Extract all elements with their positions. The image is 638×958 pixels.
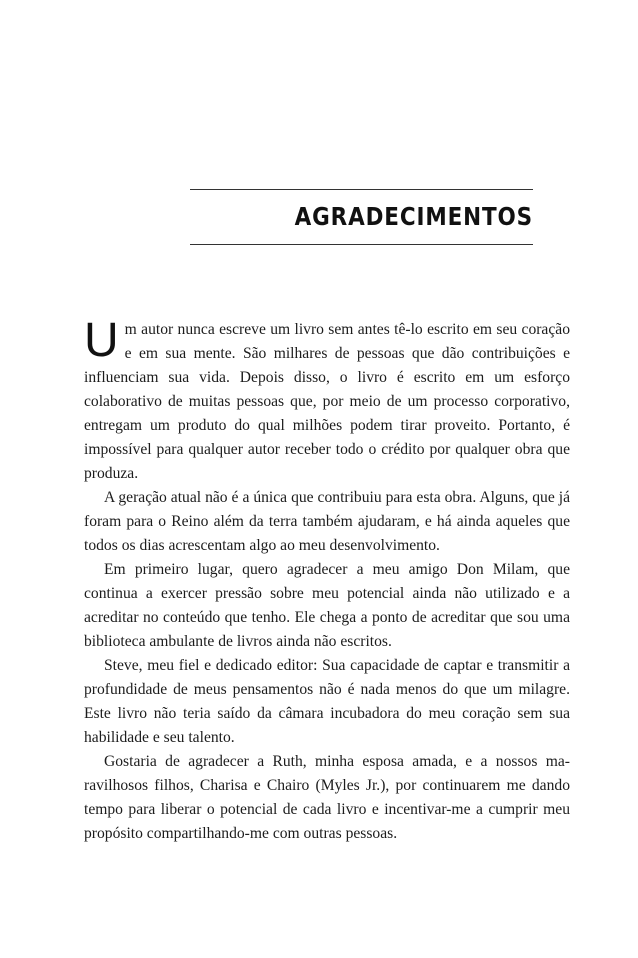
paragraph-3: Em primeiro lugar, quero agradecer a meu amigo Don Milam, que continua a exercer pressão sobre meu potencial ainda não utilizado e a acreditar no conteúdo que tenho. Ele chega a ponto de acreditar que sou uma biblioteca ambulante de livros ainda não escritos. [84, 561, 570, 650]
paragraph-5: Gostaria de agradecer a Ruth, minha esposa amada, e a nossos maravilhosos filhos, Charisa e Chairo (Myles Jr.), por continuarem me dando tempo para liberar o potencial de cada livro e incentivar-me a cumprir meu propósito compartilhando-me com outras pessoas. [84, 753, 570, 842]
chapter-title: AGRADECIMENTOS [294, 202, 533, 231]
paragraph-1-text: m autor nunca escreve um livro sem antes tê-lo escrito em seu coração e em sua mente. São milhares de pessoas que dão contribuições e influenciam sua vida. Depois disso, o livro é escrito em um esforço colaborativo de muitas pessoas que, por meio de um processo corporativo, entregam um produto do qual milhões podem tirar proveito. Portanto, é impossível para qualquer autor receber todo o crédito por qualquer obra que produza. [84, 321, 570, 482]
paragraph-2: A geração atual não é a única que contribuiu para esta obra. Alguns, que já foram para o Reino além da terra também ajudaram, e há ainda aqueles que todos os dias acrescentam algo ao meu desenvolvimento. [84, 489, 570, 554]
paragraph-4: Steve, meu fiel e dedicado editor: Sua capacidade de captar e transmitir a profundidade de meus pensamentos não é nada menos do que um milagre. Este livro não teria saído da câmara incubadora do meu coração sem sua habilidade e seu talento. [84, 657, 570, 746]
drop-cap: U [84, 314, 119, 367]
chapter-body [84, 314, 570, 846]
heading-top-rule [190, 189, 533, 190]
heading-bottom-rule [190, 244, 533, 245]
paragraph-1 [84, 314, 570, 486]
chapter-heading [190, 189, 533, 246]
